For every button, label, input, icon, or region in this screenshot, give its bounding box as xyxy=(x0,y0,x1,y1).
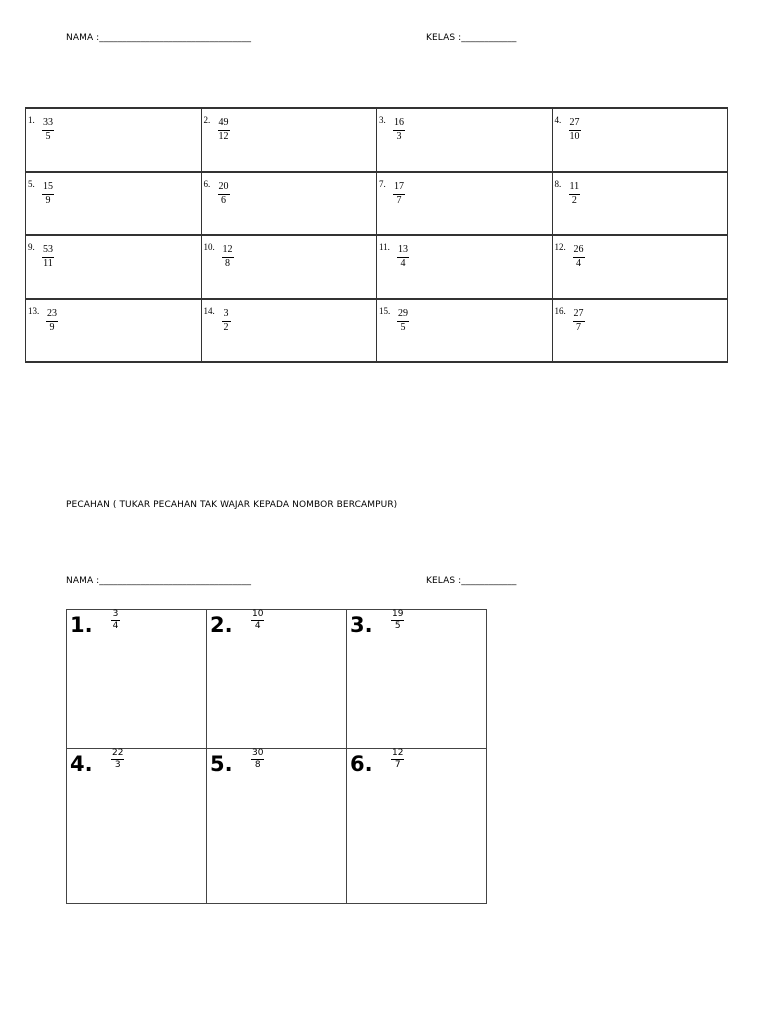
question-cell xyxy=(67,749,207,904)
question-number: 12. xyxy=(554,242,566,252)
name-field-label: NAMA :_________________________________ xyxy=(66,576,252,586)
numerator: 17 xyxy=(394,180,404,192)
denominator: 4 xyxy=(254,621,261,631)
class-field-label: KELAS :____________ xyxy=(426,33,517,43)
question-number: 6. xyxy=(203,178,211,189)
numerator: 27 xyxy=(569,117,580,128)
fraction xyxy=(251,749,264,770)
denominator: 3 xyxy=(396,131,402,142)
fraction-grid-2 xyxy=(66,609,487,904)
denominator: 2 xyxy=(571,194,577,206)
denominator: 4 xyxy=(112,621,119,631)
question-cell xyxy=(553,236,729,300)
denominator: 5 xyxy=(400,321,406,333)
question-cell xyxy=(202,236,378,300)
question-number: 16. xyxy=(554,305,566,316)
question-number: 1. xyxy=(28,115,35,125)
fraction xyxy=(391,610,404,631)
denominator: 2 xyxy=(223,321,229,333)
numerator: 15 xyxy=(43,180,53,192)
denominator: 9 xyxy=(49,321,55,333)
question-number: 5. xyxy=(28,178,35,189)
question-number: 13. xyxy=(28,305,40,316)
numerator: 26 xyxy=(573,244,584,255)
question-cell xyxy=(553,300,729,364)
numerator: 29 xyxy=(398,307,408,319)
denominator: 8 xyxy=(225,258,230,269)
fraction xyxy=(393,118,405,142)
fraction xyxy=(393,182,405,206)
fraction xyxy=(222,245,234,269)
question-number: 9. xyxy=(28,242,35,252)
question-cell xyxy=(207,749,347,904)
numerator: 30 xyxy=(252,748,264,758)
question-number: 3. xyxy=(350,613,373,637)
question-cell xyxy=(26,236,202,300)
denominator: 4 xyxy=(400,258,406,269)
question-cell xyxy=(377,236,553,300)
fraction xyxy=(397,245,409,269)
denominator: 9 xyxy=(45,194,51,206)
fraction xyxy=(111,610,120,631)
numerator: 53 xyxy=(43,244,53,255)
numerator: 10 xyxy=(252,609,264,619)
fraction xyxy=(222,309,231,333)
numerator: 11 xyxy=(569,180,580,192)
numerator: 12 xyxy=(392,748,404,758)
fraction xyxy=(42,182,54,206)
denominator: 6 xyxy=(221,194,226,206)
question-number: 7. xyxy=(379,178,386,189)
question-number: 4. xyxy=(554,115,562,125)
question-number: 14. xyxy=(203,305,215,316)
denominator: 10 xyxy=(569,131,580,142)
question-number: 4. xyxy=(70,752,93,776)
fraction xyxy=(569,182,581,206)
numerator: 22 xyxy=(112,748,124,758)
question-number: 3. xyxy=(379,115,386,125)
fraction xyxy=(391,749,404,770)
fraction-grid-1 xyxy=(25,107,728,363)
question-number: 10. xyxy=(203,242,215,252)
question-cell xyxy=(553,173,729,237)
fraction xyxy=(46,309,58,333)
question-cell xyxy=(347,749,487,904)
question-cell xyxy=(347,610,487,749)
question-cell xyxy=(26,109,202,173)
fraction xyxy=(42,245,54,269)
question-cell xyxy=(377,300,553,364)
denominator: 12 xyxy=(218,131,229,142)
numerator: 20 xyxy=(218,180,229,192)
numerator: 49 xyxy=(218,117,229,128)
fraction xyxy=(111,749,124,770)
question-cell xyxy=(553,109,729,173)
denominator: 7 xyxy=(396,194,402,206)
fraction xyxy=(251,610,264,631)
numerator: 3 xyxy=(112,609,119,619)
fraction xyxy=(569,118,581,142)
numerator: 33 xyxy=(43,117,53,128)
question-cell xyxy=(207,610,347,749)
fraction xyxy=(573,309,585,333)
numerator: 3 xyxy=(223,307,229,319)
question-cell xyxy=(202,300,378,364)
denominator: 7 xyxy=(576,321,581,333)
class-field-label: KELAS :____________ xyxy=(426,576,517,586)
numerator: 27 xyxy=(573,307,584,319)
fraction xyxy=(573,245,585,269)
fraction xyxy=(42,118,54,142)
question-cell xyxy=(377,173,553,237)
fraction xyxy=(397,309,409,333)
question-cell xyxy=(26,300,202,364)
name-field-label: NAMA :_________________________________ xyxy=(66,33,252,43)
worksheet-heading: PECAHAN ( TUKAR PECAHAN TAK WAJAR KEPADA NOMBOR BERCAMPUR) xyxy=(66,500,398,510)
question-number: 15. xyxy=(379,305,391,316)
question-cell xyxy=(377,109,553,173)
numerator: 13 xyxy=(398,244,408,255)
denominator: 4 xyxy=(576,258,581,269)
question-number: 5. xyxy=(210,752,233,776)
denominator: 11 xyxy=(43,258,53,269)
numerator: 16 xyxy=(394,117,404,128)
numerator: 19 xyxy=(392,609,404,619)
question-cell xyxy=(202,109,378,173)
question-number: 8. xyxy=(554,178,562,189)
denominator: 3 xyxy=(114,760,121,770)
denominator: 5 xyxy=(45,131,51,142)
question-number: 2. xyxy=(203,115,211,125)
question-number: 6. xyxy=(350,752,373,776)
numerator: 23 xyxy=(47,307,57,319)
question-cell xyxy=(26,173,202,237)
fraction xyxy=(218,182,230,206)
question-cell xyxy=(67,610,207,749)
question-number: 1. xyxy=(70,613,93,637)
question-number: 11. xyxy=(379,242,390,252)
denominator: 7 xyxy=(394,760,401,770)
question-number: 2. xyxy=(210,613,233,637)
denominator: 5 xyxy=(394,621,401,631)
numerator: 12 xyxy=(222,244,233,255)
question-cell xyxy=(202,173,378,237)
denominator: 8 xyxy=(254,760,261,770)
fraction xyxy=(218,118,230,142)
